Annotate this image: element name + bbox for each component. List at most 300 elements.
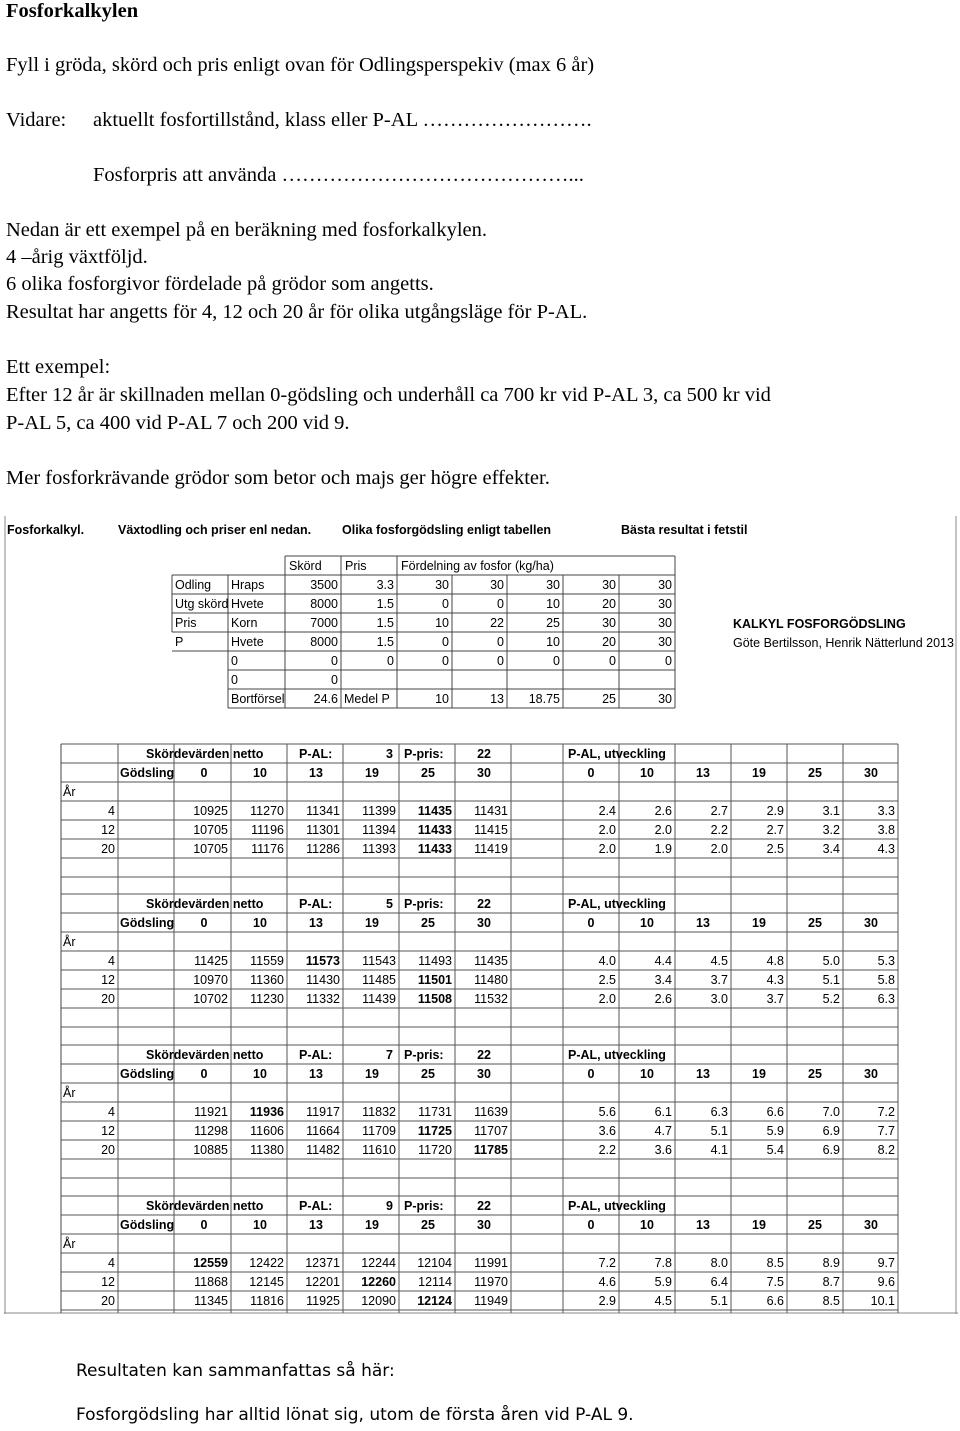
example-line: 6 olika fosforgivor fördelade på grödor som angetts. <box>6 273 434 295</box>
pal-development-value: 6.4 <box>710 1275 728 1289</box>
level-header: 25 <box>421 1067 435 1081</box>
kalkyl-title: KALKYL FOSFORGÖDSLING <box>733 617 906 631</box>
netto-value: 11298 <box>194 1124 228 1138</box>
year-value: 12 <box>101 1275 115 1289</box>
netto-value: 11435 <box>417 804 452 818</box>
pal-label: P-AL: <box>299 1048 333 1062</box>
pal-development-value: 3.4 <box>654 973 672 987</box>
netto-value: 11270 <box>250 804 284 818</box>
input-cell: 22 <box>490 616 504 630</box>
level-header: 0 <box>587 916 595 930</box>
netto-value: 11332 <box>306 992 340 1006</box>
level-header: 0 <box>587 1218 595 1232</box>
netto-value: 11399 <box>362 804 396 818</box>
input-cell: Hvete <box>231 635 264 649</box>
netto-value: 10705 <box>193 823 228 837</box>
ppris-value: 22 <box>477 747 491 761</box>
pal-development-value: 2.2 <box>598 1143 616 1157</box>
pal-development-value: 8.9 <box>822 1256 840 1270</box>
pal-development-value: 5.8 <box>877 973 895 987</box>
pal-development-value: 4.4 <box>654 954 672 968</box>
netto-value: 11720 <box>418 1143 452 1157</box>
netto-value: 11433 <box>417 823 452 837</box>
netto-value: 11394 <box>362 823 396 837</box>
document-title: Fosforkalkylen <box>6 0 139 22</box>
ppris-value: 22 <box>477 1199 491 1213</box>
example-line: Resultat har angetts för 4, 12 och 20 år för olika utgångsläge för P-AL. <box>6 301 588 323</box>
pal-development-value: 6.9 <box>822 1124 840 1138</box>
netto-value: 11393 <box>362 842 396 856</box>
input-cell: 10 <box>435 616 449 630</box>
netto-value: 11480 <box>474 973 508 987</box>
pal-development-value: 3.7 <box>766 992 784 1006</box>
netto-value: 11707 <box>474 1124 508 1138</box>
pal-development-value: 8.0 <box>710 1256 728 1270</box>
level-header: 25 <box>808 1067 822 1081</box>
netto-value: 11709 <box>362 1124 396 1138</box>
level-header: 10 <box>640 916 654 930</box>
pal-development-value: 4.7 <box>654 1124 672 1138</box>
netto-value: 11508 <box>417 992 452 1006</box>
pal-development-value: 3.2 <box>822 823 840 837</box>
level-header: 19 <box>365 916 379 930</box>
netto-value: 12559 <box>193 1256 228 1270</box>
pal-development-value: 4.3 <box>766 973 784 987</box>
input-cell: P <box>175 635 184 649</box>
netto-value: 11785 <box>473 1143 508 1157</box>
input-cell: 30 <box>658 616 672 630</box>
level-header: 13 <box>309 916 323 930</box>
level-header: 25 <box>421 916 435 930</box>
input-cell: 3500 <box>310 578 338 592</box>
netto-value: 11482 <box>306 1143 340 1157</box>
netto-value: 11493 <box>418 954 452 968</box>
netto-value: 11559 <box>250 954 284 968</box>
input-cell: 7000 <box>310 616 338 630</box>
level-header: 30 <box>864 916 878 930</box>
netto-value: 11301 <box>306 823 340 837</box>
input-cell: Hvete <box>231 597 264 611</box>
pal-development-value: 3.3 <box>877 804 895 818</box>
year-label: År <box>63 1237 76 1251</box>
level-header: 13 <box>309 1218 323 1232</box>
netto-value: 12371 <box>305 1256 340 1270</box>
input-cell: 8000 <box>310 635 338 649</box>
level-header: 19 <box>365 1218 379 1232</box>
level-header: 19 <box>365 766 379 780</box>
input-cell: Odling <box>175 578 212 592</box>
input-cell: 25 <box>546 616 560 630</box>
input-cell: 0 <box>553 654 560 668</box>
netto-value: 12124 <box>417 1294 452 1308</box>
example-paragraph-line: Efter 12 år är skillnaden mellan 0-gödsling och underhåll ca 700 kr vid P-AL 3, ca 500 kr vid <box>6 384 771 406</box>
pal-development-value: 3.6 <box>598 1124 616 1138</box>
level-header: 25 <box>808 766 822 780</box>
pal-development-value: 5.6 <box>598 1105 616 1119</box>
netto-value: 11431 <box>474 804 508 818</box>
netto-value: 11639 <box>474 1105 508 1119</box>
pal-development-value: 7.8 <box>654 1256 672 1270</box>
pal-development-value: 7.2 <box>598 1256 616 1270</box>
example-line: Nedan är ett exempel på en beräkning med fosforkalkylen. <box>6 219 487 241</box>
summary-conclusion: Fosforgödsling har alltid lönat sig, utom de första åren vid P-AL 9. <box>76 1405 634 1425</box>
netto-value: 11380 <box>250 1143 284 1157</box>
netto-value: 12114 <box>418 1275 452 1289</box>
input-cell: 1.5 <box>376 597 394 611</box>
input-cell: 0 <box>442 635 449 649</box>
year-value: 20 <box>101 992 115 1006</box>
netto-value: 11230 <box>250 992 284 1006</box>
pal-development-value: 9.7 <box>877 1256 895 1270</box>
pal-development-value: 4.1 <box>710 1143 728 1157</box>
utveckling-label: P-AL, utveckling <box>568 1199 666 1213</box>
input-cell: 0 <box>231 654 238 668</box>
vidare-label: Vidare: <box>6 109 67 131</box>
godsling-label: Gödsling <box>120 1218 175 1232</box>
netto-value: 11532 <box>474 992 508 1006</box>
input-cell: 0 <box>609 654 616 668</box>
example-paragraph-line: P-AL 5, ca 400 vid P-AL 7 och 200 vid 9. <box>6 412 350 434</box>
year-value: 12 <box>101 973 115 987</box>
block-title: Skördevärden netto <box>146 897 264 911</box>
pal-development-value: 2.0 <box>654 823 672 837</box>
level-header: 30 <box>477 766 491 780</box>
block-title: Skördevärden netto <box>146 1199 264 1213</box>
level-header: 30 <box>864 1067 878 1081</box>
sheet-header: Bästa resultat i fetstil <box>621 523 748 537</box>
netto-value: 12244 <box>361 1256 396 1270</box>
netto-value: 11345 <box>194 1294 228 1308</box>
netto-value: 11868 <box>194 1275 228 1289</box>
netto-value: 10702 <box>193 992 228 1006</box>
ppris-label: P-pris: <box>404 897 444 911</box>
pal-development-value: 8.7 <box>822 1275 840 1289</box>
pal-development-value: 2.0 <box>598 823 616 837</box>
year-value: 4 <box>108 954 115 968</box>
input-cell: 30 <box>658 578 672 592</box>
pal-development-value: 10.1 <box>870 1294 895 1308</box>
level-header: 13 <box>696 916 710 930</box>
level-header: 19 <box>752 766 766 780</box>
year-value: 4 <box>108 1105 115 1119</box>
authors-line: Göte Bertilsson, Henrik Nätterlund 2013 <box>733 636 954 650</box>
level-header: 13 <box>309 1067 323 1081</box>
netto-value: 11543 <box>362 954 396 968</box>
year-value: 12 <box>101 823 115 837</box>
level-header: 25 <box>808 1218 822 1232</box>
pal-development-value: 3.1 <box>822 804 840 818</box>
pal-development-value: 6.1 <box>654 1105 672 1119</box>
level-header: 10 <box>640 1218 654 1232</box>
level-header: 30 <box>477 916 491 930</box>
input-cell: Hraps <box>231 578 265 592</box>
pal-development-value: 7.0 <box>822 1105 840 1119</box>
pal-development-value: 2.7 <box>710 804 728 818</box>
netto-value: 11664 <box>306 1124 340 1138</box>
example-heading: Ett exempel: <box>6 356 111 378</box>
pal-development-value: 3.7 <box>710 973 728 987</box>
year-label: År <box>63 1086 76 1100</box>
input-header: Skörd <box>289 559 322 573</box>
pal-development-value: 2.5 <box>766 842 784 856</box>
netto-value: 12145 <box>249 1275 284 1289</box>
level-header: 30 <box>864 1218 878 1232</box>
level-header: 10 <box>253 1218 267 1232</box>
netto-value: 11485 <box>362 973 396 987</box>
ppris-value: 22 <box>477 1048 491 1062</box>
godsling-label: Gödsling <box>120 916 175 930</box>
level-header: 0 <box>587 766 595 780</box>
vidare-text: aktuellt fosfortillstånd, klass eller P-AL ……………………. <box>93 109 592 131</box>
netto-value: 11360 <box>250 973 284 987</box>
level-header: 0 <box>200 1218 208 1232</box>
pal-development-value: 2.0 <box>710 842 728 856</box>
pal-development-value: 6.3 <box>877 992 895 1006</box>
pal-development-value: 5.2 <box>822 992 840 1006</box>
netto-value: 10970 <box>193 973 228 987</box>
pal-development-value: 1.9 <box>654 842 672 856</box>
block-title: Skördevärden netto <box>146 1048 264 1062</box>
input-cell: 30 <box>435 578 449 592</box>
year-value: 12 <box>101 1124 115 1138</box>
level-header: 0 <box>587 1067 595 1081</box>
netto-value: 11610 <box>362 1143 396 1157</box>
pal-development-value: 2.9 <box>766 804 784 818</box>
netto-value: 11501 <box>417 973 452 987</box>
netto-value: 11921 <box>194 1105 228 1119</box>
pal-development-value: 2.0 <box>598 842 616 856</box>
input-cell: 0 <box>442 597 449 611</box>
input-cell: 1.5 <box>376 616 394 630</box>
netto-value: 12090 <box>361 1294 396 1308</box>
input-cell: 0 <box>497 597 504 611</box>
input-cell: 30 <box>546 578 560 592</box>
year-value: 4 <box>108 804 115 818</box>
input-cell: 30 <box>658 635 672 649</box>
netto-value: 11832 <box>362 1105 396 1119</box>
pal-development-value: 6.6 <box>766 1294 784 1308</box>
netto-value: 11991 <box>474 1256 508 1270</box>
fosforpris-text: Fosforpris att använda ……………………………………... <box>93 164 584 186</box>
input-cell: 30 <box>602 616 616 630</box>
netto-value: 11936 <box>249 1105 284 1119</box>
level-header: 10 <box>253 1067 267 1081</box>
pal-development-value: 5.1 <box>710 1294 728 1308</box>
input-cell: 0 <box>331 673 338 687</box>
netto-value: 11435 <box>474 954 508 968</box>
level-header: 13 <box>309 766 323 780</box>
input-cell: Korn <box>231 616 258 630</box>
ppris-value: 22 <box>477 897 491 911</box>
pal-development-value: 2.2 <box>710 823 728 837</box>
pal-label: P-AL: <box>299 1199 333 1213</box>
input-cell: 20 <box>602 597 616 611</box>
input-cell: Bortförsel <box>231 692 285 706</box>
utveckling-label: P-AL, utveckling <box>568 747 666 761</box>
netto-value: 11970 <box>474 1275 508 1289</box>
pal-development-value: 2.7 <box>766 823 784 837</box>
level-header: 10 <box>640 766 654 780</box>
pal-development-value: 4.6 <box>598 1275 616 1289</box>
pal-development-value: 2.5 <box>598 973 616 987</box>
input-cell: 0 <box>231 673 238 687</box>
netto-value: 11725 <box>417 1124 452 1138</box>
netto-value: 12422 <box>249 1256 284 1270</box>
input-cell: 18.75 <box>528 692 560 706</box>
level-header: 13 <box>696 1067 710 1081</box>
input-cell: 0 <box>331 654 338 668</box>
summary-heading: Resultaten kan sammanfattas så här: <box>76 1361 395 1381</box>
conclusion-text: Mer fosforkrävande grödor som betor och majs ger högre effekter. <box>6 467 550 489</box>
level-header: 25 <box>421 1218 435 1232</box>
pal-development-value: 4.5 <box>654 1294 672 1308</box>
pal-development-value: 5.3 <box>877 954 895 968</box>
utveckling-label: P-AL, utveckling <box>568 1048 666 1062</box>
year-value: 20 <box>101 842 115 856</box>
level-header: 19 <box>752 1218 766 1232</box>
netto-value: 11573 <box>305 954 340 968</box>
input-cell: 25 <box>602 692 616 706</box>
pal-value: 3 <box>386 747 393 761</box>
input-cell: 10 <box>546 597 560 611</box>
utveckling-label: P-AL, utveckling <box>568 897 666 911</box>
input-cell: 30 <box>602 578 616 592</box>
level-header: 0 <box>200 916 208 930</box>
input-cell: 0 <box>387 654 394 668</box>
netto-value: 10705 <box>193 842 228 856</box>
sheet-header: Växtodling och priser enl nedan. <box>118 523 312 537</box>
year-value: 20 <box>101 1294 115 1308</box>
pal-development-value: 5.0 <box>822 954 840 968</box>
netto-value: 11419 <box>474 842 508 856</box>
input-cell: 10 <box>435 692 449 706</box>
pal-development-value: 6.6 <box>766 1105 784 1119</box>
input-cell: 1.5 <box>376 635 394 649</box>
example-line: 4 –årig växtföljd. <box>6 246 148 268</box>
input-cell: 0 <box>497 635 504 649</box>
pal-value: 7 <box>386 1048 393 1062</box>
input-cell: Medel P <box>344 692 390 706</box>
pal-development-value: 6.3 <box>710 1105 728 1119</box>
pal-development-value: 2.0 <box>598 992 616 1006</box>
netto-value: 12201 <box>305 1275 340 1289</box>
input-cell: Utg skörd <box>175 597 229 611</box>
pal-development-value: 3.6 <box>654 1143 672 1157</box>
netto-value: 11433 <box>417 842 452 856</box>
level-header: 25 <box>808 916 822 930</box>
netto-value: 11415 <box>474 823 508 837</box>
level-header: 0 <box>200 766 208 780</box>
netto-value: 10925 <box>193 804 228 818</box>
netto-value: 11439 <box>362 992 396 1006</box>
ppris-label: P-pris: <box>404 1048 444 1062</box>
pal-value: 9 <box>386 1199 393 1213</box>
level-header: 19 <box>752 1067 766 1081</box>
pal-development-value: 4.5 <box>710 954 728 968</box>
sheet-header: Fosforkalkyl. <box>7 523 85 537</box>
pal-development-value: 2.4 <box>598 804 616 818</box>
pal-development-value: 2.6 <box>654 992 672 1006</box>
input-cell: 0 <box>442 654 449 668</box>
input-cell: 13 <box>490 692 504 706</box>
ppris-label: P-pris: <box>404 1199 444 1213</box>
spreadsheet-image <box>4 516 958 1314</box>
pal-development-value: 4.8 <box>766 954 784 968</box>
level-header: 0 <box>200 1067 208 1081</box>
input-header: Fördelning av fosfor (kg/ha) <box>401 559 554 573</box>
input-header: Pris <box>345 559 367 573</box>
netto-value: 11949 <box>474 1294 508 1308</box>
netto-value: 11917 <box>306 1105 340 1119</box>
netto-value: 11176 <box>251 842 284 856</box>
input-cell: 20 <box>602 635 616 649</box>
year-value: 4 <box>108 1256 115 1270</box>
input-cell: 30 <box>658 692 672 706</box>
level-header: 13 <box>696 766 710 780</box>
pal-development-value: 3.0 <box>710 992 728 1006</box>
pal-development-value: 7.2 <box>877 1105 895 1119</box>
netto-value: 11286 <box>306 842 340 856</box>
pal-label: P-AL: <box>299 897 333 911</box>
pal-development-value: 5.9 <box>654 1275 672 1289</box>
netto-value: 11425 <box>194 954 228 968</box>
pal-development-value: 6.9 <box>822 1143 840 1157</box>
pal-development-value: 3.4 <box>822 842 840 856</box>
pal-development-value: 4.0 <box>598 954 616 968</box>
year-label: År <box>63 935 76 949</box>
year-value: 20 <box>101 1143 115 1157</box>
input-cell: 0 <box>497 654 504 668</box>
netto-value: 10885 <box>193 1143 228 1157</box>
level-header: 30 <box>477 1067 491 1081</box>
netto-value: 11925 <box>306 1294 340 1308</box>
year-label: År <box>63 785 76 799</box>
level-header: 13 <box>696 1218 710 1232</box>
level-header: 25 <box>421 766 435 780</box>
netto-value: 11816 <box>250 1294 284 1308</box>
intro-text: Fyll i gröda, skörd och pris enligt ovan för Odlingsperspekiv (max 6 år) <box>6 54 595 76</box>
pal-development-value: 8.5 <box>766 1256 784 1270</box>
level-header: 10 <box>253 766 267 780</box>
pal-label: P-AL: <box>299 747 333 761</box>
pal-development-value: 7.5 <box>766 1275 784 1289</box>
input-cell: 0 <box>665 654 672 668</box>
pal-development-value: 5.9 <box>766 1124 784 1138</box>
netto-value: 11341 <box>306 804 340 818</box>
netto-value: 12260 <box>361 1275 396 1289</box>
netto-value: 11731 <box>418 1105 452 1119</box>
level-header: 10 <box>640 1067 654 1081</box>
input-cell: 3.3 <box>376 578 394 592</box>
input-cell: Pris <box>175 616 197 630</box>
pal-development-value: 9.6 <box>877 1275 895 1289</box>
block-title: Skördevärden netto <box>146 747 264 761</box>
netto-value: 11606 <box>250 1124 284 1138</box>
godsling-label: Gödsling <box>120 766 175 780</box>
pal-development-value: 7.7 <box>877 1124 895 1138</box>
pal-development-value: 5.4 <box>766 1143 784 1157</box>
netto-value: 11430 <box>306 973 340 987</box>
pal-value: 5 <box>386 897 393 911</box>
level-header: 10 <box>253 916 267 930</box>
pal-development-value: 2.6 <box>654 804 672 818</box>
level-header: 30 <box>864 766 878 780</box>
ppris-label: P-pris: <box>404 747 444 761</box>
pal-development-value: 8.5 <box>822 1294 840 1308</box>
pal-development-value: 5.1 <box>710 1124 728 1138</box>
sheet-header: Olika fosforgödsling enligt tabellen <box>342 523 552 537</box>
netto-value: 12104 <box>417 1256 452 1270</box>
